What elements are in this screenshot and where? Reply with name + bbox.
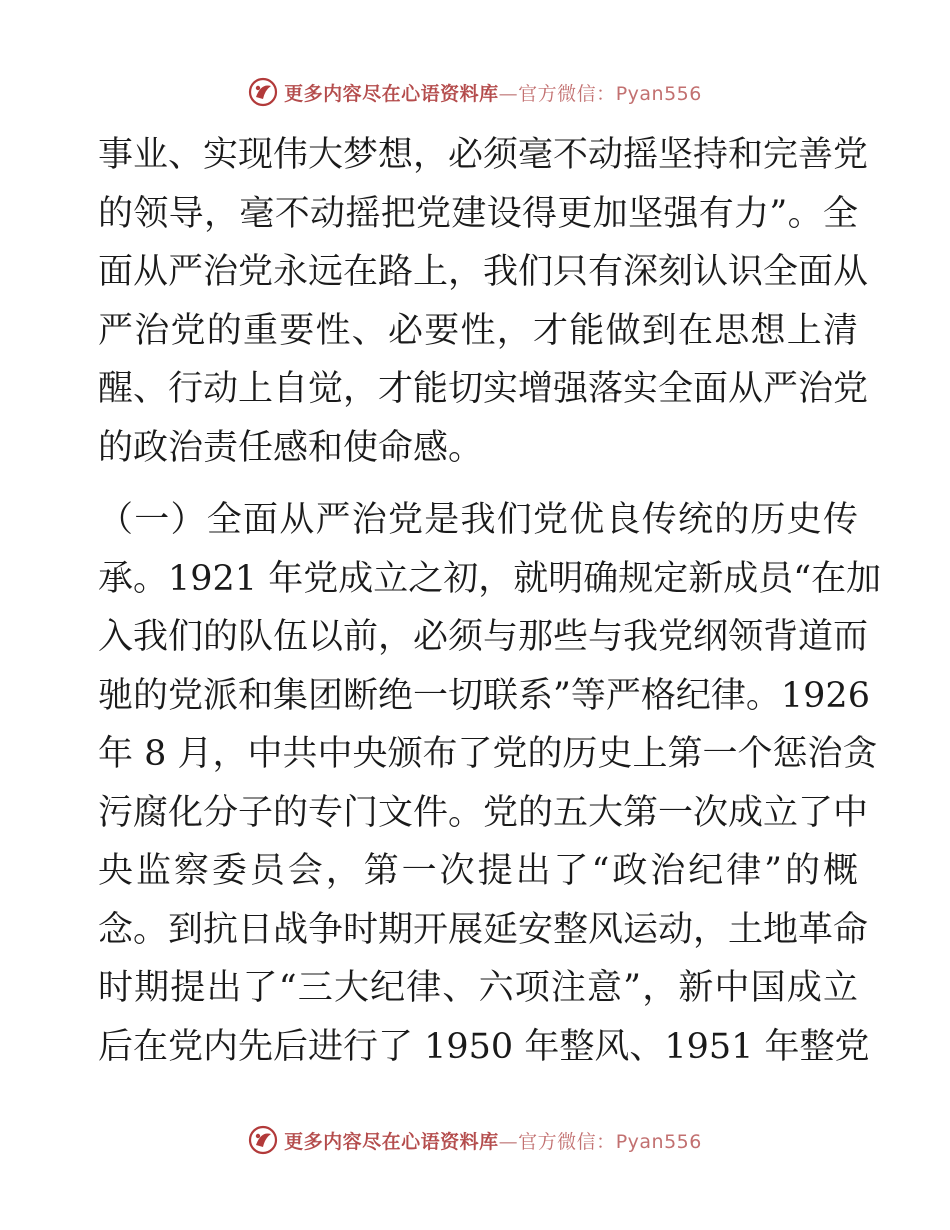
brand-logo-icon (248, 1125, 278, 1155)
footer-wechat-id: Pyan556 (615, 1130, 702, 1153)
text-line: 事业、实现伟大梦想，必须毫不动摇坚持和完善党 (98, 135, 869, 175)
header-wechat-label: 官方微信： (518, 82, 616, 105)
footer-wechat-label: 官方微信： (518, 1130, 616, 1153)
footer-separator: — (498, 1130, 519, 1153)
paragraph-spacer (98, 477, 858, 491)
document-body (98, 126, 882, 1076)
brand-logo-icon (248, 77, 278, 107)
header-banner (0, 72, 950, 112)
text-line: 念。到抗日战争时期开展延安整风运动，土地革命 (98, 909, 869, 950)
header-banner-text (284, 79, 702, 106)
header-brand-text: 更多内容尽在心语资料库 (284, 82, 499, 105)
text-line: 面从严治党永远在路上，我们只有深刻认识全面从 (98, 252, 869, 292)
footer-banner (0, 1120, 950, 1160)
text-line: 年 8 月，中共中央颁布了党的历史上第一个惩治贪 (98, 734, 878, 774)
text-line: 承。1921 年党成立之初，就明确规定新成员“在加 (98, 558, 882, 599)
footer-brand-text: 更多内容尽在心语资料库 (284, 1130, 499, 1153)
footer-banner-text (284, 1127, 702, 1154)
text-line: 的政治责任感和使命感。 (98, 427, 484, 468)
text-line: 严治党的重要性、必要性，才能做到在思想上清 (98, 310, 858, 351)
text-line: 驰的党派和集团断绝一切联系”等严格纪律。1926 (98, 675, 870, 716)
paragraph-2 (98, 491, 882, 1076)
header-wechat-id: Pyan556 (615, 82, 702, 105)
text-line: 入我们的队伍以前，必须与那些与我党纲领背道而 (98, 617, 869, 657)
text-line: 后在党内先后进行了 1950 年整风、1951 年整党 (98, 1026, 870, 1067)
text-line: 央监察委员会，第一次提出了“政治纪律”的概 (98, 851, 858, 891)
text-line: 时期提出了“三大纪律、六项注意”，新中国成立 (98, 968, 858, 1008)
text-line: 污腐化分子的专门文件。党的五大第一次成立了中 (98, 792, 869, 833)
paragraph-1 (98, 126, 869, 477)
header-separator: — (498, 82, 519, 105)
text-line: 的领导，毫不动摇把党建设得更加坚强有力”。全 (98, 193, 858, 234)
text-line: 醒、行动上自觉，才能切实增强落实全面从严治党 (98, 369, 869, 409)
text-line: （一）全面从严治党是我们党优良传统的历史传 (98, 500, 858, 540)
